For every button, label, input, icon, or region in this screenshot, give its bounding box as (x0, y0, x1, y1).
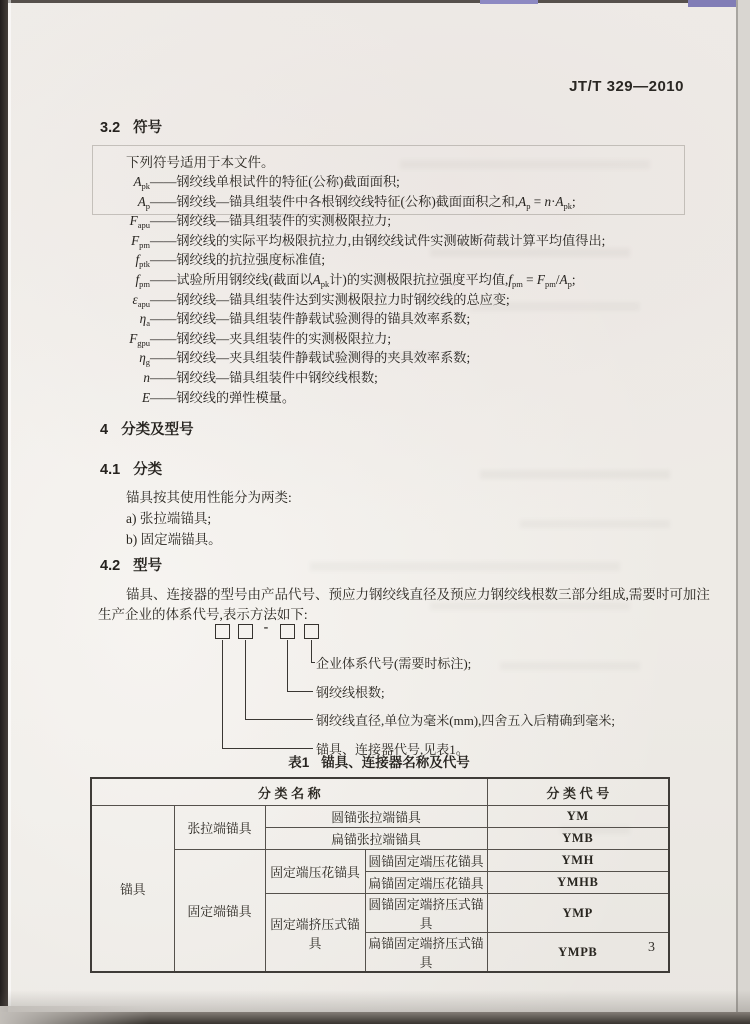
table-header-code: 分 类 代 号 (487, 778, 669, 806)
classification-lead: 锚具按其使用性能分为两类: (126, 490, 292, 505)
cell-fixed-end: 固定端锚具 (174, 850, 265, 973)
cell-anchor: 锚具 (91, 806, 174, 973)
bleedthrough-text (400, 160, 650, 169)
table-row (91, 850, 669, 872)
symbol: $f_{pm}$ (135, 271, 150, 289)
symbol-definition-row (98, 231, 605, 251)
symbol-description: ——钢绞线—夹具组装件的实测极限拉力; (150, 330, 392, 346)
model-code-box-4 (304, 624, 319, 639)
symbol-definition-row (98, 172, 605, 192)
symbol-description: ——钢绞线—夹具组装件静载试验测得的夹具效率系数; (150, 350, 471, 366)
classification-item-b: b) 固定端锚具。 (126, 532, 222, 547)
cell-code: YMPB (487, 933, 669, 973)
heading-4-1-number: 4.1 (100, 462, 121, 478)
symbol: $F_{pm}$ (131, 232, 150, 250)
symbol-definition-row (98, 329, 605, 349)
model-code-box-3 (280, 624, 295, 639)
anchor-code-table (90, 777, 670, 973)
bleedthrough-text (520, 520, 670, 528)
page-edge-left-highlight (8, 0, 11, 1024)
diagram-label-product-code: 锚具、连接器代号,见表1。 (316, 742, 469, 757)
page-edge-right (738, 0, 750, 1024)
diagram-label-strand-count: 钢绞线根数; (316, 685, 385, 700)
symbol-list (98, 172, 605, 407)
page-edge-top-purple-segment (480, 0, 538, 4)
table-caption (90, 751, 668, 771)
symbol-definition-row (98, 388, 605, 408)
symbol: $F_{apu}$ (129, 213, 150, 231)
cell-tension-end: 张拉端锚具 (174, 806, 265, 850)
cell-code: YMB (487, 828, 669, 850)
cell-press-anchor: 固定端压花锚具 (265, 850, 365, 894)
symbol-definition-row (98, 368, 605, 388)
symbol-definition-row (98, 211, 605, 231)
symbol-description: ——钢绞线—锚具组装件达到实测极限拉力时钢绞线的总应变; (150, 291, 510, 307)
bleedthrough-text (500, 662, 640, 670)
cell-code: YMP (487, 894, 669, 933)
symbol-description: ——试验所用钢绞线(截面以$A_{pk}$计)的实测极限抗拉强度平均值$,f_{pm} = F_{pm}/A_p$; (150, 271, 576, 289)
diagram-label-enterprise-code: 企业体系代号(需要时标注); (316, 656, 472, 671)
heading-4-1-title: 分类 (133, 462, 163, 478)
cell-name: 扁锚固定端挤压式锚具 (365, 933, 487, 973)
symbol-description: ——钢绞线的弹性模量。 (150, 389, 296, 405)
heading-4-2-title: 型号 (133, 558, 163, 574)
document-number: JT/T 329—2010 (569, 78, 684, 95)
heading-4-1 (100, 458, 162, 479)
symbol: $f_{ptk}$ (135, 252, 150, 270)
heading-4-title: 分类及型号 (121, 422, 194, 438)
cell-name: 圆锚固定端压花锚具 (365, 850, 487, 872)
symbol-description: ——钢绞线—锚具组装件的实测极限拉力; (150, 213, 392, 229)
diagram-connector-1 (222, 640, 313, 749)
heading-4 (100, 418, 194, 439)
symbol-description: ——钢绞线—锚具组装件中钢绞线根数; (150, 369, 378, 385)
symbol-definition-row (98, 250, 605, 270)
heading-3-2 (100, 116, 162, 137)
bleedthrough-text (310, 562, 620, 571)
symbol: $F_{gpu}$ (129, 330, 150, 348)
symbol-definition-row (98, 290, 605, 310)
cell-code: YMHB (487, 872, 669, 894)
model-code-box-2 (238, 624, 253, 639)
symbol-description: ——钢绞线单根试件的特征(公称)截面面积; (150, 174, 400, 189)
symbol: $A_{pk}$ (133, 174, 150, 191)
cell-name: 圆锚固定端挤压式锚具 (365, 894, 487, 933)
symbol-description: ——钢绞线—锚具组装件静载试验测得的锚具效率系数; (150, 311, 471, 327)
symbol: $A_p$ (137, 193, 150, 211)
symbol-definition-row (98, 270, 605, 290)
page-edge-left (0, 0, 8, 1024)
symbol-description: ——钢绞线的实际平均极限抗拉力,由钢绞线试件实测破断荷载计算平均值得出; (150, 232, 606, 248)
table-caption-label: 表1 (288, 755, 310, 770)
cell-name: 圆锚张拉端锚具 (265, 806, 487, 828)
cell-code: YMH (487, 850, 669, 872)
heading-3-2-title: 符号 (133, 120, 163, 136)
model-paragraph-line2: 生产企业的体系代号,表示方法如下: (98, 607, 308, 622)
symbol: n (143, 369, 150, 385)
model-paragraph-line1: 锚具、连接器的型号由产品代号、预应力钢绞线直径及预应力钢绞线根数三部分组成,需要时可加注 (126, 587, 710, 602)
cell-extrude-anchor: 固定端挤压式锚具 (265, 894, 365, 973)
bleedthrough-text (430, 602, 630, 610)
diagram-label-strand-diameter: 钢绞线直径,单位为毫米(mm),四舍五入后精确到毫米; (316, 713, 615, 728)
table-row (91, 806, 669, 828)
symbol-definition-row (98, 192, 605, 212)
model-code-box-1 (215, 624, 230, 639)
cell-code: YM (487, 806, 669, 828)
heading-3-2-number: 3.2 (100, 120, 121, 136)
symbol: E (141, 389, 150, 405)
page-bottom-corner (0, 1006, 150, 1024)
heading-4-number: 4 (100, 422, 109, 438)
symbol-description: ——钢绞线的抗拉强度标准值; (150, 252, 326, 268)
heading-4-2 (100, 554, 162, 575)
page-edge-top (0, 0, 750, 3)
page-number: 3 (648, 940, 655, 955)
symbol-definition-row (98, 348, 605, 368)
heading-4-2-number: 4.2 (100, 558, 121, 574)
bleedthrough-text (480, 470, 670, 479)
cell-name: 扁锚张拉端锚具 (265, 828, 487, 850)
table-header-name: 分 类 名 称 (91, 778, 487, 806)
cell-name: 扁锚固定端压花锚具 (365, 872, 487, 894)
model-dash: - (263, 620, 269, 635)
symbol: $\eta_a$ (139, 311, 150, 329)
symbol: $\varepsilon_{apu}$ (132, 291, 150, 309)
symbol-description: ——钢绞线—锚具组装件中各根钢绞线特征(公称)截面面积之和$,A_p = n\cdot A_{pk}$; (150, 193, 576, 211)
symbol-definition-row (98, 309, 605, 329)
table-caption-title: 锚具、连接器名称及代号 (321, 755, 470, 770)
classification-item-a: a) 张拉端锚具; (126, 511, 212, 526)
symbols-intro: 下列符号适用于本文件。 (126, 155, 275, 170)
symbol: $\eta_g$ (139, 350, 150, 368)
